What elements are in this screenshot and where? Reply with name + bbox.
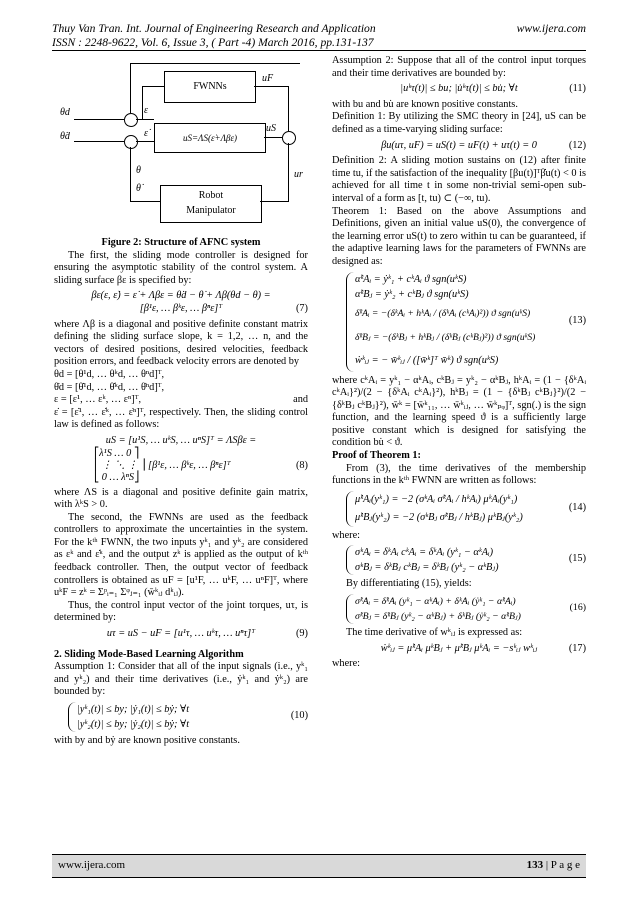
label-theta: θ (136, 165, 141, 176)
paragraph: where: (332, 529, 361, 541)
header-rule (52, 50, 586, 51)
paragraph: with by and bẏ are known positive constants. (54, 735, 240, 746)
matrix-row: ⎢ ⋮ ⋱ ⋮ ⎥ [β¹ε, … βᵏε, … βⁿε]ᵀ (94, 459, 231, 471)
figure-2-diagram (54, 55, 308, 235)
equation-number: (14) (568, 501, 586, 513)
equation-13-row: ẇᵏᵢⱼ = − w̄ᵏᵢⱼ / ([w̄ᵏ]ᵀ w̄ᵏ) ϑ sgn(uᵏS) (355, 354, 499, 366)
label-eps-dot: ε̇ (144, 128, 148, 139)
figure-caption: Figure 2: Structure of AFNC system (101, 237, 261, 248)
header-issn: ISSN : 2248-9622, Vol. 6, Issue 3, ( Part -4) March 2016, pp.131-137 (52, 36, 374, 49)
equation-7 (54, 290, 308, 315)
vector-def-and: and (293, 394, 308, 406)
definition-1: Definition 1: By utilizing the SMC theory in [24], uS can be defined as a time-varying sliding surface: (332, 111, 586, 135)
equation-7-line-2: [β¹ε, … βᵏε, … βⁿε]ᵀ (139, 302, 223, 314)
paragraph: The second, the FWNNs are used as the feedback controllers to approximate the uncertainties in the system. For the kᵗʰ FWNN, the two inputs yᵏ₁ and yᵏ₂ are considered as εᵏ and ε̇ᵏ, and the output zᵏ is applied as the output of kᵗʰ feedback controller. Then, the output vector of feedback controllers is obtained as uF = [u¹F, … uᵏF, … uⁿF]ᵀ, where uᵏF = zᵏ = Σᵖᵢ₌₁ Σᵠⱼ₌₁ (w̄ᵏᵢⱼ dᵏᵢⱼ). (54, 511, 308, 599)
label-eps: ε (144, 105, 148, 116)
assumption-1: Assumption 1: Consider that all of the input signals (i.e., yᵏ₁ and yᵏ₂) and their time derivatives (i.e., ẏᵏ₁ and ẏᵏ₂) are bounded by: (54, 661, 308, 698)
line-robot-out (130, 201, 160, 202)
line-top-loop-down (130, 63, 131, 113)
matrix-row: ⎣ 0 … λⁿS⎦ (94, 471, 140, 483)
equation-14-row: μ̇ᵏAᵢ(yᵏ₁) = −2 (σᵏAᵢ σ̇ᵏAᵢ / hᵏAᵢ) μᵏAᵢ(yᵏ₁) (355, 493, 518, 505)
section-heading: 2. Sliding Mode-Based Learning Algorithm (54, 648, 244, 660)
equation-13-row: δ̇ᵏAᵢ = −(δᵏAᵢ + hᵏAᵢ / (δᵏAᵢ (cᵏAᵢ)²)) ϑ sgn(uᵏS) (355, 307, 531, 319)
sliding-controller-block: uS=ΛS(ε̇+Λβε) (154, 123, 266, 153)
label-us: uS (266, 123, 276, 134)
line-top-loop (130, 63, 300, 64)
proof-heading: Proof of Theorem 1: (332, 450, 421, 462)
line-thd (74, 119, 124, 120)
line-eps-to-fwnn (142, 86, 143, 119)
footer-page (527, 859, 580, 871)
assumption-2: Assumption 2: Suppose that all of the control input torques and their time derivatives are bounded by: (332, 55, 586, 79)
equation-16 (346, 594, 586, 624)
line-fwnn-in (142, 86, 164, 87)
equation-number: (15) (568, 553, 586, 565)
vector-def: θ̇d = [θ̇¹d, … θ̇ᵏd, … θ̇ⁿd]ᵀ, (54, 381, 165, 393)
equation-15-row: σᵏBⱼ = δᵏBⱼ cᵏBⱼ = δᵏBⱼ (yᵏ₂ − αᵏBⱼ) (355, 562, 499, 574)
robot-label-1: Robot (198, 190, 224, 201)
summing-junction-3 (282, 131, 296, 145)
equation-number: (16) (569, 602, 586, 614)
line-uf-down (288, 86, 289, 131)
paragraph: where: (332, 658, 361, 670)
equation-number: (12) (568, 139, 586, 151)
left-column (54, 55, 308, 748)
label-ur: ur (294, 169, 303, 180)
label-thd: θd (60, 107, 70, 118)
equation-number: (7) (295, 303, 308, 315)
equation-8 (54, 435, 308, 484)
equation-10-row-1: |yᵏ₁(t)| ≤ by; |ẏ₁(t)| ≤ bẏ; ∀t (77, 704, 190, 715)
equation-15-row: σᵏAᵢ = δᵏAᵢ cᵏAᵢ = δᵏAᵢ (yᵏ₁ − αᵏAᵢ) (355, 547, 494, 559)
equation-10-row-2: |yᵏ₂(t)| ≤ by; |ẏ₂(t)| ≤ bẏ; ∀t (77, 719, 190, 730)
line-eps (136, 119, 154, 120)
equation-16-row: σ̇ᵏAᵢ = δ̇ᵏAᵢ (yᵏ₁ − αᵏAᵢ) + δᵏAᵢ (ẏᵏ₁ − α̇ᵏAᵢ) (355, 596, 516, 608)
equation-12 (332, 140, 586, 153)
header-url[interactable]: www.ijera.com (516, 22, 586, 35)
equation-8-line-1: uS = [u¹S, … uᵏS, … uⁿS]ᵀ = ΛSβε = (105, 434, 257, 446)
equation-14-row: μ̇ᵏBⱼ(yᵏ₂) = −2 (σᵏBⱼ σ̇ᵏBⱼ / hᵏBⱼ) μᵏBⱼ(yᵏ₂) (355, 511, 523, 523)
equation-11-body: |uᵏτ(t)| ≤ bu; |u̇ᵏτ(t)| ≤ bu̇; ∀t (400, 83, 518, 95)
equation-number: (8) (295, 459, 308, 471)
equation-9 (54, 628, 308, 641)
summing-junction-2 (124, 135, 138, 149)
paragraph: From (3), the time derivatives of the membership functions in the kᵗʰ FWNN are written as follows: (332, 462, 586, 487)
paragraph: Thus, the control input vector of the joint torques, uτ, is determined by: (54, 599, 308, 624)
equation-13 (346, 272, 586, 372)
equation-number: (9) (295, 628, 308, 640)
equation-14 (346, 491, 586, 527)
paragraph: The first, the sliding mode controller is designed for ensuring the asymptotic stability of the control system. A sliding surface βε is specified by: (54, 249, 308, 286)
vector-def: ε̇ = [ε̇¹, … ε̇ᵏ, … ε̇ⁿ]ᵀ, respectively. Then, the sliding control law is defined as follows: (54, 406, 308, 431)
equation-13-row: α̇ᵏAᵢ = ẏᵏ₁ + cᵏAᵢ ϑ sgn(uᵏS) (355, 273, 467, 285)
page-number: 133 (526, 859, 544, 871)
equation-number: (11) (569, 83, 586, 95)
equation-17-body: ẇᵏᵢⱼ = μ̇ᵏAᵢ μᵏBⱼ + μ̇ᵏBⱼ μᵏAᵢ = −sᵏᵢⱼ wᵏᵢⱼ (380, 642, 538, 654)
label-uf: uF (262, 73, 274, 84)
fwnns-block: FWNNs (164, 71, 256, 103)
robot-manipulator-block (160, 185, 262, 223)
line-us (264, 137, 282, 138)
equation-11 (332, 83, 586, 96)
summing-junction-1 (124, 113, 138, 127)
definition-2: Definition 2: A sliding motion sustains on (12) after finite time tu, if the satisfaction of the inequality [βu(t)]ᵀβ̇u(t) < 0 is achieved for all time t in some non-trivial semi-open sub-interval of a form as [t, tu) ⊂ (−∞, tu). (332, 155, 586, 204)
label-thd-dot: θ̇d (60, 131, 70, 142)
paragraph: where ΛS is a diagonal and positive definite gain matrix, with λᵏS > 0. (54, 486, 308, 511)
vector-def-text: ε = [ε¹, … εᵏ, … εⁿ]ᵀ, (54, 394, 142, 406)
line-ur-down (288, 143, 289, 201)
line-uf (254, 86, 289, 87)
page-footer (52, 854, 586, 878)
equation-16-row: σ̇ᵏBⱼ = δ̇ᵏBⱼ (yᵏ₂ − αᵏBⱼ) + δᵏBⱼ (ẏᵏ₂ − α̇ᵏBⱼ) (355, 611, 521, 623)
equation-12-body: βu(uτ, uF) = uS(t) = uF(t) + uτ(t) = 0 (381, 139, 537, 151)
equation-13-row: δ̇ᵏBⱼ = −(δᵏBⱼ + hᵏBⱼ / (δᵏBⱼ (cᵏBⱼ)²)) ϑ sgn(uᵏS) (355, 331, 536, 343)
vector-def: θd = [θ¹d, … θᵏd, … θⁿd]ᵀ, (54, 368, 165, 380)
equation-7-line-1: βε(ε, ε̇) = ε̇ + Λβε = θ̇d − θ̇ + Λβ(θd − θ) = (91, 290, 271, 302)
equation-17 (332, 643, 586, 656)
equation-8-matrix (54, 448, 308, 484)
matrix-row: ⎡λ¹S … 0 ⎤ (94, 447, 140, 459)
line-eps-dot (136, 141, 154, 142)
footer-url[interactable]: www.ijera.com (58, 859, 126, 871)
equation-number: (17) (568, 642, 586, 654)
line-feedback (130, 147, 131, 202)
vector-def (54, 394, 308, 407)
equation-15 (346, 545, 586, 575)
theorem-1: Theorem 1: Based on the above Assumptions and Definitions, given an initial value uS(0), the convergence of the learning error uS(t) to zero within tu can be guaranteed, if the adaptive learning laws for the parameters of FWNNs are designed as: (332, 205, 586, 267)
page-word: | P a g e (545, 859, 580, 871)
running-header (52, 22, 586, 50)
paragraph: By differentiating (15), yields: (346, 578, 472, 590)
equation-13-row: α̇ᵏBⱼ = ẏᵏ₂ + cᵏBⱼ ϑ sgn(uᵏS) (355, 288, 469, 300)
paragraph: where Λβ is a diagonal and positive definite constant matrix defining the sliding surface slope, k = 1,2, … n, and the vectors of desired positions, desired velocities, feedback position errors, and feedback velocity errors are denoted by (54, 318, 308, 368)
paragraph: where cᵏAᵢ = yᵏ₁ − αᵏAᵢ, cᵏBⱼ = yᵏ₂ − αᵏBⱼ, hᵏAᵢ = (1 − {δᵏAᵢ cᵏAᵢ}²)/(2 − {δᵏAᵢ cᵏAᵢ}²), hᵏBⱼ = (1 − {δᵏBⱼ cᵏBⱼ}²)/(2 − {δᵏBⱼ cᵏBⱼ}²), w̄ᵏ = [w̄ᵏ₁₁, … w̄ᵏᵢⱼ, … w̄ᵏₚᵩ]ᵀ, sgn(.) is the sign function, and the learning speed ϑ is a sufficiently large positive constant which is designed for satisfying the condition bu̇ < ϑ. (332, 374, 586, 449)
line-ur-in (260, 201, 289, 202)
label-theta-dot: θ̇ (136, 183, 141, 194)
equation-10 (68, 702, 308, 732)
paragraph: The time derivative of wᵏᵢⱼ is expressed as: (346, 627, 523, 639)
line-thd-dot (74, 141, 124, 142)
right-column (332, 55, 586, 671)
equation-number: (13) (568, 314, 586, 326)
robot-label-2: Manipulator (186, 205, 236, 216)
paragraph: with bu and bu̇ are known positive constants. (332, 98, 518, 110)
equation-9-body: uτ = uS − uF = [u¹τ, … uᵏτ, … uⁿτ]ᵀ (106, 628, 256, 640)
header-citation: Thuy Van Tran. Int. Journal of Engineering Research and Application (52, 22, 376, 35)
equation-number: (10) (290, 710, 308, 721)
